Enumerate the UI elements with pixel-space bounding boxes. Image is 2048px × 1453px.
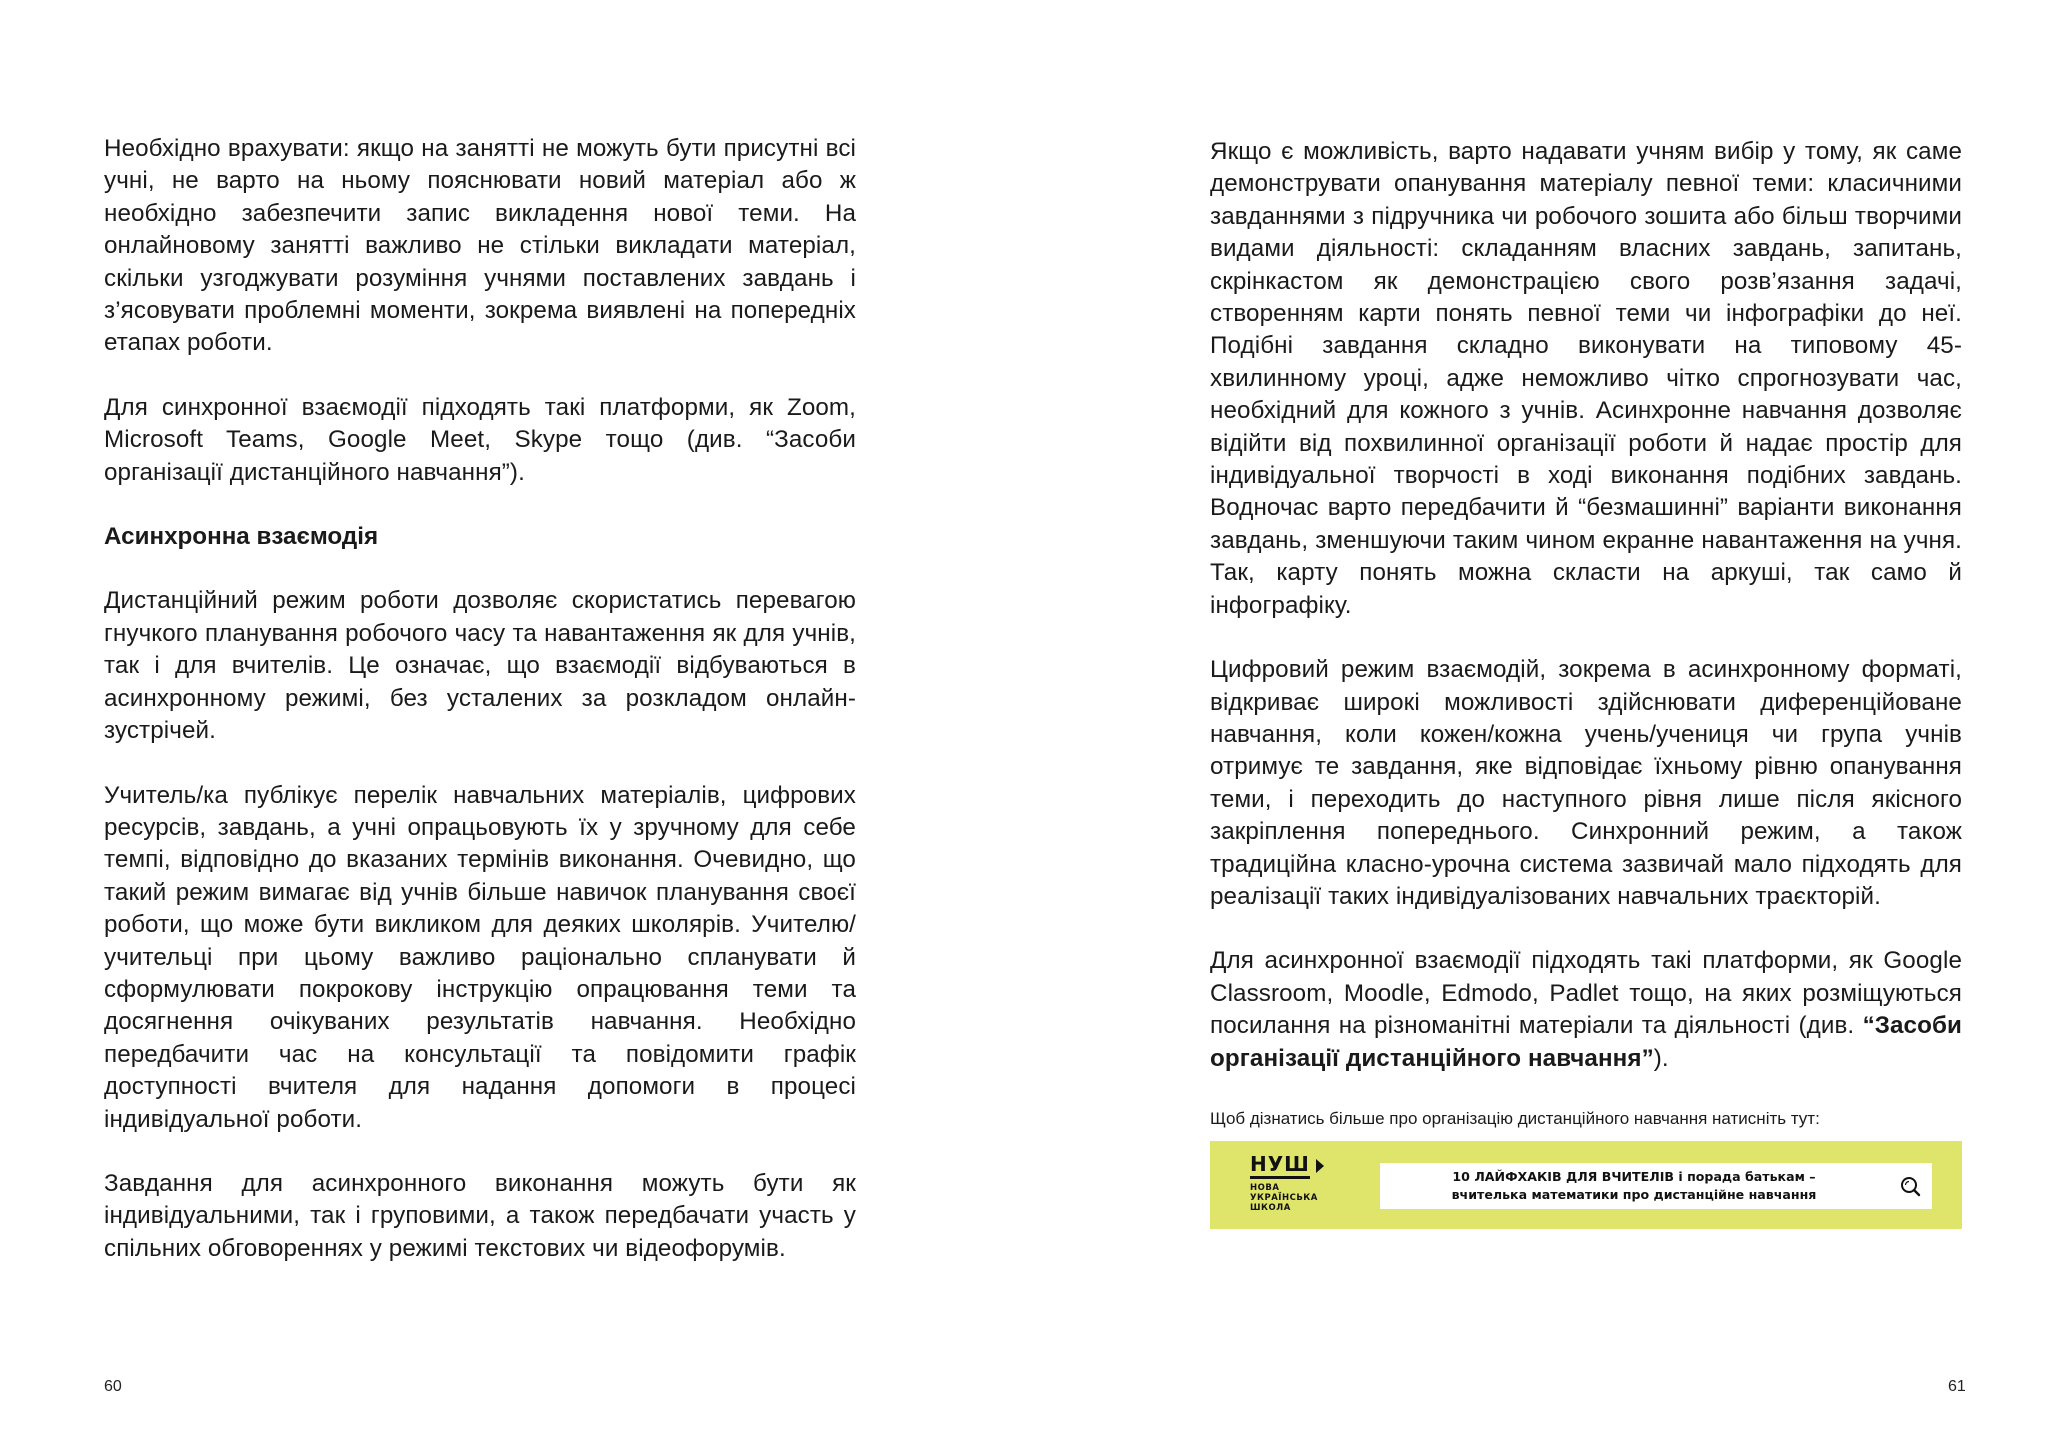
paragraph: Необхідно врахувати: якщо на занятті не можуть бути присутні всі учні, не варто на ньому пояснювати новий матеріал або ж необхідно забезпечити запис викладення нової теми. На онлайновому занятті важливо не стільки викладати матеріал, скільки узгоджувати розуміння учнями поставлених завдань і з’ясовувати проблемні моменти, зокрема виявлені на попередніх етапах роботи. xyxy=(104,135,856,357)
logo-abbr: НУШ xyxy=(1250,1153,1310,1179)
paragraph-text: Для асинхронної взаємодії підходять такі платформи, як Google Classroom, Moodle, Edmodo, Padlet тощо, на яких розміщуються посилання на різноманітні матеріали та діяльності (див. xyxy=(1210,947,1962,1040)
paragraph: Якщо є можливість, варто надавати учням вибір у тому, як саме демонструвати опанування матеріалу певної теми: класичними завданнями з підручника чи робочого зошита або більш творчими видами діяльності: складанням власних завдань, запитань, скрінкастом як демонстрацією свого розв’язання задачі, створенням карти понять певної теми чи інфографіки до неї. Подібні завдання складно виконувати на типовому 45-хвилинному уроці, адже неможливо чітко спрогнозувати час, необхідний для кожного з учнів. Асинхронне навчання дозволяє відійти від похвилинної організації роботи й надає простір для індивідуальної творчості в ході виконання подібних завдань. Водночас варто передбачити й “безмашинні” варіанти виконання завдань, зменшуючи таким чином екранне навантаження на учня. Так, карту понять можна скласти на аркуші, так само й інфографіку. xyxy=(1210,138,1962,619)
resources-link[interactable]: “Засоби організації дистанційного навчання” xyxy=(1210,1012,1962,1072)
search-icon[interactable] xyxy=(1888,1175,1932,1197)
paragraph: Учитель/ка публікує перелік навчальних матеріалів, цифрових ресурсів, завдань, а учні опрацьовують їх у зручному для себе темпі, відповідно до вказаних термінів виконання. Очевидно, що такий режим вимагає від учнів більше навичок планування своєї роботи, що може бути викликом для деяких школярів. Учителю/учительці при цьому важливо раціонально спланувати й сформулювати покрокову інструкцію опрацювання теми та досягнення очікуваних результатів навчання. Необхідно передбачити час на консультації та повідомити графік доступності вчителя для надання допомоги в процесі індивідуальної роботи. xyxy=(104,781,856,1133)
logo-arrow-icon xyxy=(1316,1159,1324,1173)
logo-text-line: ШКОЛА xyxy=(1250,1202,1291,1213)
paragraph: Дистанційний режим роботи дозволяє скористатись перевагою гнучкого планування робочого часу та навантаження як для учнів, так і для вчителів. Це означає, що взаємодії відбуваються в асинхронному режимі, без усталених за розкладом онлайн-зустрічей. xyxy=(104,587,856,745)
article-title xyxy=(1380,1168,1888,1204)
nush-logo xyxy=(1250,1153,1350,1223)
paragraph-text-end: ). xyxy=(1653,1044,1669,1072)
article-title-line: вчителька математики про дистанційне навчання xyxy=(1451,1186,1817,1202)
paragraph: Цифровий режим взаємодій, зокрема в асинхронному форматі, відкриває широкі можливості здійснювати диференційоване навчання, коли кожен/кожна учень/учениця чи група учнів отримує те завдання, яке відповідає їхньому рівню опанування теми, і переходить до наступного рівня лише після якісного закріплення попереднього. Синхронний режим, а також традиційна класно-урочна система зазвичай мало підходять для реалізації таких індивідуалізованих навчальних траєкторій. xyxy=(1210,656,1962,910)
paragraph-with-link xyxy=(1210,945,1962,1075)
article-search-box[interactable] xyxy=(1380,1163,1932,1209)
page-number: 60 xyxy=(104,1378,122,1395)
paragraph: Завдання для асинхронного виконання можуть бути як індивідуальними, так і груповими, а також передбачати участь у спільних обговореннях у режимі текстових чи відеофорумів. xyxy=(104,1169,856,1262)
paragraph: Для синхронної взаємодії підходять такі платформи, як Zoom, Microsoft Teams, Google Meet, Skype тощо (див. “Засоби організації дистанційного навчання”). xyxy=(104,393,856,486)
logo-text-line: УКРАЇНСЬКА xyxy=(1250,1192,1318,1203)
right-text-column xyxy=(1210,136,1962,1229)
article-title-line: 10 ЛАЙФХАКІВ ДЛЯ ВЧИТЕЛІВ і порада батькам – xyxy=(1452,1168,1816,1184)
logo-mark xyxy=(1250,1153,1350,1179)
more-info-note: Щоб дізнатись більше про організацію дистанційного навчання натисніть тут: xyxy=(1210,1108,1820,1128)
article-link-banner[interactable] xyxy=(1210,1141,1962,1229)
page-number: 61 xyxy=(1948,1378,1966,1395)
section-heading: Асинхронна взаємодія xyxy=(104,523,379,551)
right-page xyxy=(1024,0,2048,1453)
logo-text-line: НОВА xyxy=(1250,1182,1280,1193)
left-text-column xyxy=(104,133,856,1297)
